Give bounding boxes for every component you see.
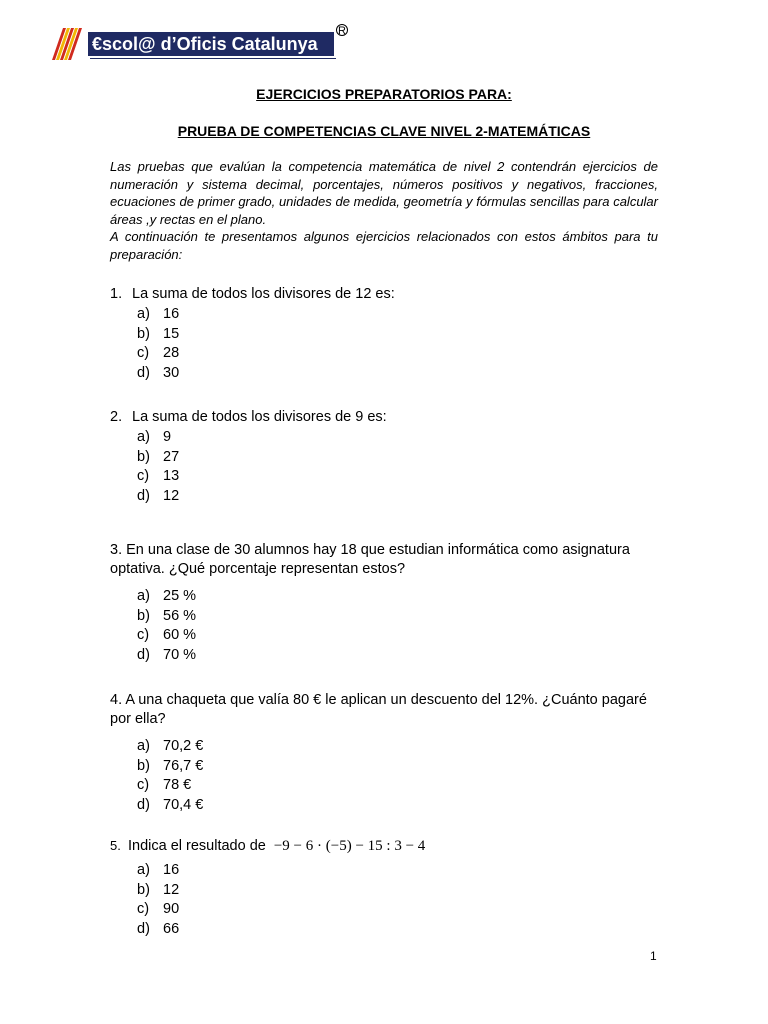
question-text: La suma de todos los divisores de 9 es: (132, 409, 387, 425)
question-number: 5. (110, 838, 121, 853)
question-2 (110, 408, 670, 506)
logo (52, 24, 352, 64)
registered-mark: R (336, 24, 348, 36)
option-c: c) 13 (137, 468, 180, 484)
option-b: b) 15 (137, 325, 180, 342)
option-b: b) 76,7 € (137, 757, 204, 774)
option-a: a) 16 (137, 862, 180, 878)
option-c: c) 28 (137, 345, 180, 361)
option-c: c) 90 (137, 901, 180, 917)
option-b: b) 12 (137, 881, 180, 898)
question-3 (110, 541, 670, 665)
intro-text (110, 158, 658, 263)
option-c: c) 78 € (137, 777, 192, 793)
math-expression: −9 − 6 · (−5) − 15 : 3 − 4 (273, 838, 426, 854)
question-text: La suma de todos los divisores de 12 es: (132, 286, 395, 302)
page-number: 1 (650, 949, 657, 963)
question-5 (110, 836, 670, 939)
option-c: c) 60 % (137, 627, 197, 643)
option-b: b) 56 % (137, 607, 197, 624)
question-number: 1. (110, 286, 123, 302)
intro-paragraph-2: A continuación te presentamos algunos ejercicios relacionados con estos ámbitos para tu preparación: (110, 229, 658, 262)
question-number: 2. (110, 409, 123, 425)
logo-stripes-icon (52, 26, 88, 62)
question-number: 3. (110, 542, 123, 558)
question-1 (110, 285, 670, 383)
logo-underline (90, 58, 336, 59)
option-d: d) 70 % (137, 646, 197, 663)
option-a: a) 9 (137, 429, 172, 445)
options-list (110, 428, 670, 506)
page-title: EJERCICIOS PREPARATORIOS PARA: (256, 86, 512, 102)
question-4 (110, 691, 670, 815)
logo-text: €scol@ d’Oficis Catalunya (88, 32, 334, 56)
options-list (110, 861, 670, 939)
intro-paragraph-1: Las pruebas que evalúan la competencia matemática de nivel 2 contendrán ejercicios de numeración y sistema decimal, porcentajes, números positivos y negativos, fracciones, ecuaciones de primer grado, unidades de medida, geometría y fórmulas sencillas para calcular áreas ,y rectas en el plano. (110, 159, 658, 227)
option-b: b) 27 (137, 448, 180, 465)
options-list (110, 737, 670, 815)
options-list (110, 305, 670, 383)
question-number: 4. (110, 692, 123, 708)
option-d: d) 70,4 € (137, 796, 204, 813)
option-d: d) 12 (137, 487, 180, 504)
question-text: A una chaqueta que valía 80 € le aplican un descuento del 12%. ¿Cuánto pagaré por ella? (110, 692, 647, 727)
option-a: a) 70,2 € (137, 738, 204, 754)
option-d: d) 66 (137, 920, 180, 937)
question-text: Indica el resultado de (128, 838, 266, 854)
question-text: En una clase de 30 alumnos hay 18 que estudian informática como asignatura optativa. ¿Qué porcentaje representan estos? (110, 542, 630, 577)
options-list (110, 587, 670, 665)
option-a: a) 25 % (137, 588, 197, 604)
option-d: d) 30 (137, 364, 180, 381)
page-subtitle: PRUEBA DE COMPETENCIAS CLAVE NIVEL 2-MATEMÁTICAS (177, 123, 591, 139)
option-a: a) 16 (137, 306, 180, 322)
